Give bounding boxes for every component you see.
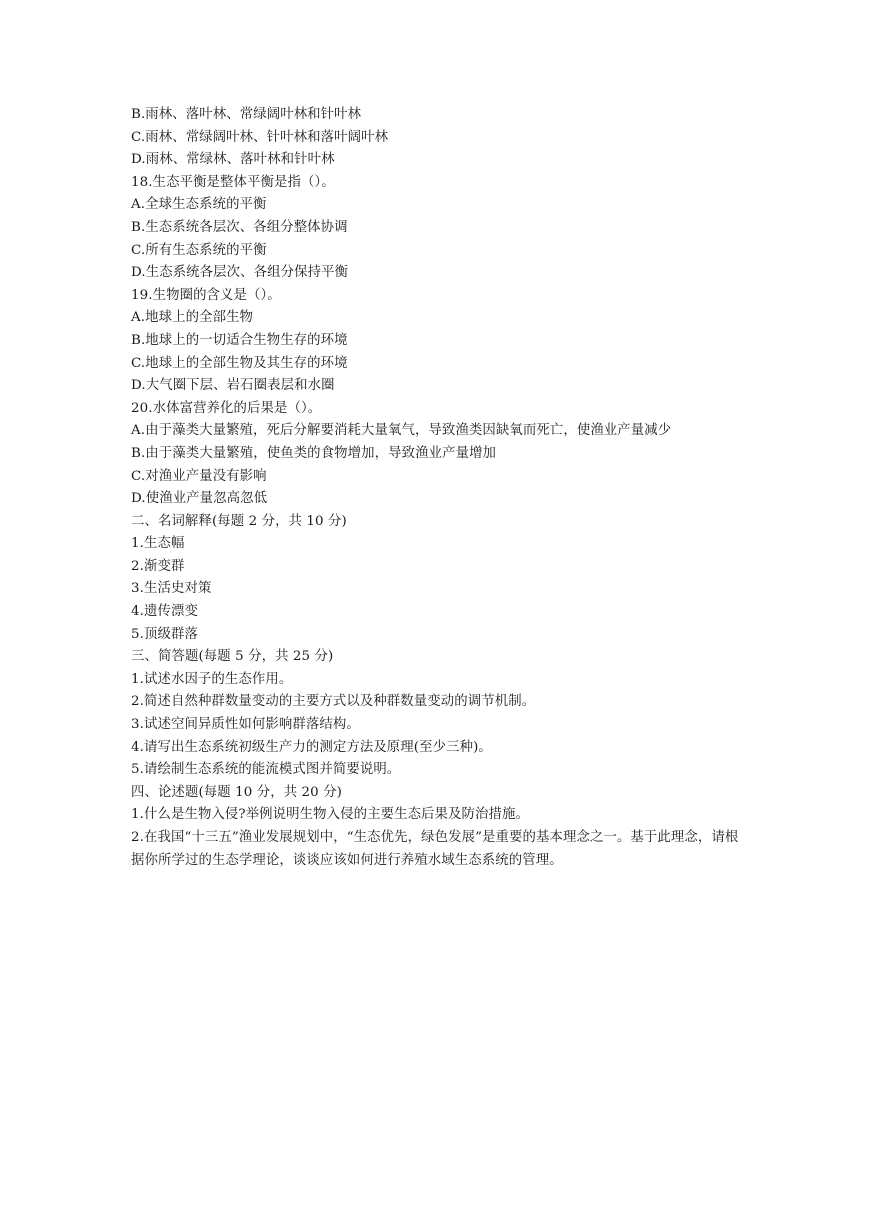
exam-page-content <box>131 104 741 872</box>
short-answer-1: 1.试述水因子的生态作用。 <box>131 671 293 687</box>
section-heading-essay: 四、论述题(每题 10 分，共 20 分) <box>131 784 342 800</box>
term-4: 4.遗传漂变 <box>131 604 198 620</box>
option-b-forest-types: B.雨林、落叶林、常绿阔叶林和针叶林 <box>131 107 362 122</box>
question-18-option-b: B.生态系统各层次、各组分整体协调 <box>131 219 348 235</box>
term-2: 2.渐变群 <box>131 558 185 574</box>
term-1: 1.生态幅 <box>131 536 185 552</box>
question-20-option-c: C.对渔业产量没有影响 <box>131 468 267 484</box>
question-19-option-a: A.地球上的全部生物 <box>131 310 254 326</box>
option-c-forest-types: C.雨林、常绿阔叶林、针叶林和落叶阔叶林 <box>131 129 389 145</box>
question-19-option-c: C.地球上的全部生物及其生存的环境 <box>131 355 348 371</box>
question-20-option-a: A.由于藻类大量繁殖，死后分解要消耗大量氧气，导致渔类因缺氧而死亡，使渔业产量减少 <box>131 423 672 439</box>
essay-question-1: 1.什么是生物入侵?举例说明生物入侵的主要生态后果及防治措施。 <box>131 807 529 823</box>
short-answer-3: 3.试述空间异质性如何影响群落结构。 <box>131 717 360 733</box>
question-20-option-d: D.使渔业产量忽高忽低 <box>131 491 268 507</box>
short-answer-4: 4.请写出生态系统初级生产力的测定方法及原理(至少三种)。 <box>131 739 492 755</box>
section-heading-terms: 二、名词解释(每题 2 分，共 10 分) <box>131 513 347 529</box>
section-heading-short-answer: 三、简答题(每题 5 分，共 25 分) <box>131 649 334 665</box>
term-5: 5.顶级群落 <box>131 626 198 642</box>
short-answer-5: 5.请绘制生态系统的能流模式图并简要说明。 <box>131 762 401 778</box>
question-18-option-c: C.所有生态系统的平衡 <box>131 242 267 258</box>
question-18-option-a: A.全球生态系统的平衡 <box>131 197 267 213</box>
question-19-option-b: B.地球上的一切适合生物生存的环境 <box>131 332 348 348</box>
option-d-forest-types: D.雨林、常绿林、落叶林和针叶林 <box>131 152 335 168</box>
short-answer-2: 2.简述自然种群数量变动的主要方式以及种群数量变动的调节机制。 <box>131 694 536 710</box>
question-19: 19.生物圈的含义是（）。 <box>131 287 281 303</box>
question-18-option-d: D.生态系统各层次、各组分保持平衡 <box>131 265 349 281</box>
term-3: 3.生活史对策 <box>131 581 212 597</box>
question-20-option-b: B.由于藻类大量繁殖，使鱼类的食物增加，导致渔业产量增加 <box>131 445 497 461</box>
question-19-option-d: D.大气圈下层、岩石圈表层和水圈 <box>131 378 335 394</box>
question-18: 18.生态平衡是整体平衡是指（）。 <box>131 174 335 190</box>
question-20: 20.水体富营养化的后果是（）。 <box>131 400 322 416</box>
essay-question-2: 2.在我国“十三五”渔业发展规划中，“生态优先，绿色发展”是重要的基本理念之一。基于此理念，请根据你所学过的生态学理论，谈谈应该如何进行养殖水域生态系统的管理。 <box>131 830 739 868</box>
